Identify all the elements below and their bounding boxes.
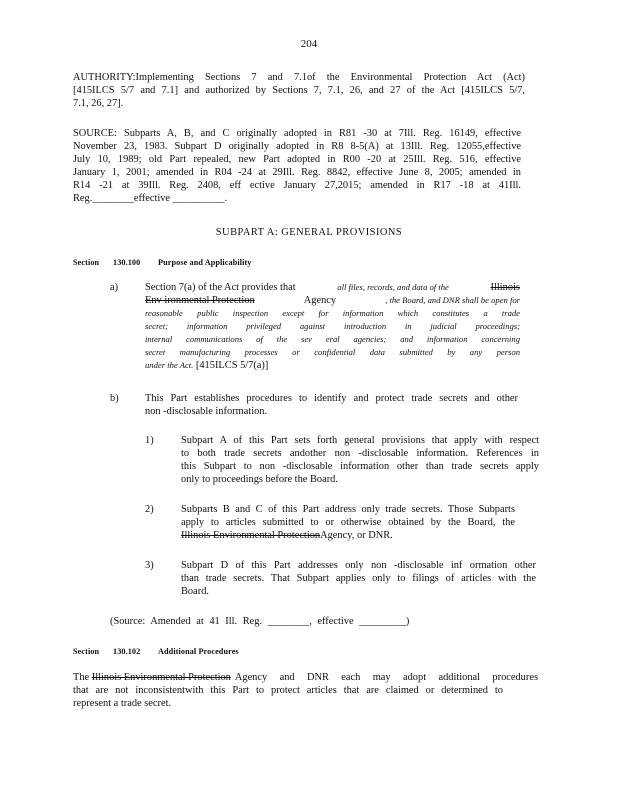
item-b3-line: Board. [181,586,209,597]
item-b3-line: Subpart D of this Part addresses only non -disclosable inf ormation other [181,560,536,571]
authority-line: AUTHORITY:Implementing Sections 7 and 7.1of the Environmental Protection Act (Act) [73,72,525,83]
item-a-italic-line: reasonable public inspection except for information which constitutes a trade [145,308,520,318]
item-b3-marker: 3) [145,560,154,571]
struck-text: Illinois [490,282,520,293]
authority-paragraph [73,71,525,110]
item-b-text [145,392,518,418]
authority-line: 7.1, 26, 27]. [73,98,124,109]
source-line: January 1, 2001; amended in R04 -24 at 29Ill. Reg. 8842, effective June 8, 2005; amended in [73,167,521,178]
section-label: Section [73,647,100,656]
item-b1-text [181,434,539,486]
item-b2-text [181,503,515,542]
para-102-line: represent a trade secret. [73,698,172,709]
section-102-paragraph [73,671,538,710]
item-a-line2-italic: , the Board, and DNR shall be open for [385,295,520,305]
struck-text: Illinois Environmental Protection [181,530,321,541]
para-102-lead: The [73,672,90,683]
source-note: (Source: Amended at 41 Ill. Reg. ________, effective _________) [110,616,410,627]
item-a-italic-line: internal communications of the sev eral agencies; and information concerning [145,334,520,344]
item-b3-text [181,559,536,598]
item-a-line1-lead: Section 7(a) of the Act provides that [145,282,296,293]
subpart-heading: SUBPART A: GENERAL PROVISIONS [215,227,403,238]
item-b-marker: b) [110,393,119,404]
section-number: 130.102 [113,647,141,656]
source-line: November 23, 1983. Subpart D originally adopted in R8 8-5(A) at 13Ill. Reg. 12055,effective [73,141,521,152]
item-b3-line: than trade secrets. That Subpart applies only to filings of articles with the [181,573,536,584]
agency-word: Agency [303,295,337,306]
item-b1-line: this Subpart to non -disclosable information other than trade secrets apply [181,461,539,472]
item-b-line: non -disclosable information. [145,406,268,417]
source-line: July 10, 1989; old Part repealed, new Part adopted in R00 -20 at 25Ill. Reg. 516, effective [73,154,521,165]
source-line: SOURCE: Subparts A, B, and C originally adopted in R81 -30 at 7Ill. Reg. 16149, effective [73,128,521,139]
item-b2-tail: Agency, or DNR. [320,530,393,541]
item-a-italic-line: secret manufacturing processes or confidential data submitted by any person [145,347,520,357]
para-102-rest: Agency and DNR each may adopt additional procedures [234,672,538,683]
authority-line: [415ILCS 5/7 and 7.1] and authorized by Sections 7, 7.1, 26, and 27 of the Act [415ILCS 5/7, [73,85,525,96]
para-102-line: that are not inconsistentwith this Part to protect articles that are claimed or determined to [73,685,503,696]
item-b-line: This Part establishes procedures to identify and protect trade secrets and other [145,393,518,404]
page-number: 204 [300,38,318,50]
section-label: Section [73,258,100,267]
item-b1-marker: 1) [145,435,154,446]
item-b1-line: only to proceedings before the Board. [181,474,338,485]
item-b2-line: Subparts B and C of this Part address only trade secrets. Those Subparts [181,504,515,515]
source-line: R14 -21 at 39Ill. Reg. 2408, eff ective January 27,2015; amended in R17 -18 at 41Ill. [73,180,521,191]
item-b2-line: apply to articles submitted to or otherwise obtained by the Board, the [181,517,515,528]
source-line: Reg.________effective __________. [73,193,228,204]
section-number: 130.100 [113,258,141,267]
item-a-italic-line: secret; information privileged against introduction in judicial proceedings; [145,321,520,331]
struck-text: Illinois Environmental Protection [91,672,231,683]
section-title: Purpose and Applicability [158,258,252,267]
item-b1-line: to both trade secrets andother non -disclosable information. References in [181,448,539,459]
item-b2-marker: 2) [145,504,154,515]
item-a-marker: a) [110,282,119,293]
item-a-last-italic: under the Act. [145,360,194,370]
item-a-line1-italic: all files, records, and data of the [337,282,449,292]
source-paragraph [73,127,521,205]
struck-text: Env ironmental Protection [145,295,255,306]
item-a-text [145,281,520,372]
item-b1-line: Subpart A of this Part sets forth general provisions that apply with respect [181,435,539,446]
section-title: Additional Procedures [158,647,239,656]
item-a-citation: [415ILCS 5/7(a)] [195,360,269,371]
